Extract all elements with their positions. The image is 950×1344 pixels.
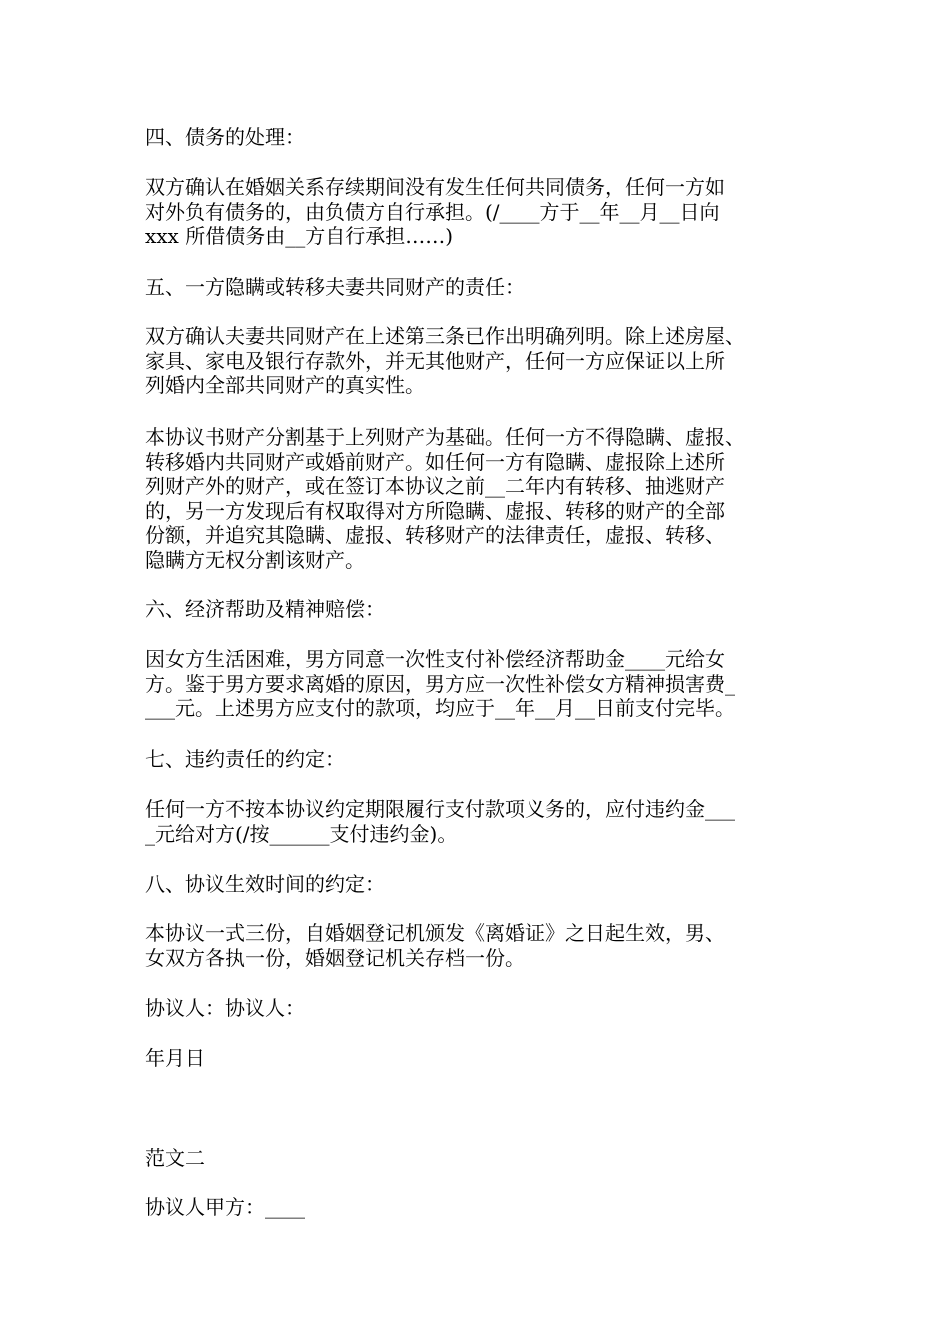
compensation-paragraph: 因女方生活困难，男方同意一次性支付补偿经济帮助金____元给女 方。鉴于男方要求离婚的原因，男方应一次性补偿女方精神损害费_ ___元。上述男方应支付的款项，均应于__年__月__日前支付完毕。 <box>145 647 735 720</box>
sample-two-title: 范文二 <box>145 1146 205 1170</box>
section-heading-debts: 四、债务的处理： <box>145 125 305 149</box>
effective-paragraph: 本协议一式三份，自婚姻登记机颁发《离婚证》之日起生效，男、 女双方各执一份，婚姻登记机关存档一份。 <box>145 921 725 970</box>
section-heading-breach: 七、违约责任的约定： <box>145 747 345 771</box>
assets-paragraph-1: 双方确认夫妻共同财产在上述第三条已作出明确列明。除上述房屋、 家具、家电及银行存款外，并无其他财产，任何一方应保证以上所 列婚内全部共同财产的真实性。 <box>145 324 745 397</box>
section-heading-concealment: 五、一方隐瞒或转移夫妻共同财产的责任： <box>145 275 525 299</box>
party-a-line: 协议人甲方：____ <box>145 1195 305 1219</box>
assets-paragraph-2: 本协议书财产分割基于上列财产为基础。任何一方不得隐瞒、虚报、 转移婚内共同财产或婚前财产。如任何一方有隐瞒、虚报除上述所 列财产外的财产，或在签订本协议之前__二年内有转移、抽逃财产 的，另一方发现后有权取得对方所隐瞒、虚报、转移的财产的全部 份额，并追究其隐瞒、虚报、转移财产的法律责任，虚报、转移、 隐瞒方无权分割该财产。 <box>145 425 745 572</box>
breach-paragraph: 任何一方不按本协议约定期限履行支付款项义务的，应付违约金___ _元给对方(/按______支付违约金)。 <box>145 797 735 846</box>
section-heading-compensation: 六、经济帮助及精神赔偿： <box>145 597 385 621</box>
date-line: 年月日 <box>145 1046 205 1070</box>
signatories-line: 协议人：协议人： <box>145 996 305 1020</box>
section-heading-effective: 八、协议生效时间的约定： <box>145 872 385 896</box>
debts-paragraph: 双方确认在婚姻关系存续期间没有发生任何共同债务，任何一方如 对外负有债务的，由负债方自行承担。(/____方于__年__月__日向 xxx 所借债务由__方自行承担……) <box>145 175 725 248</box>
